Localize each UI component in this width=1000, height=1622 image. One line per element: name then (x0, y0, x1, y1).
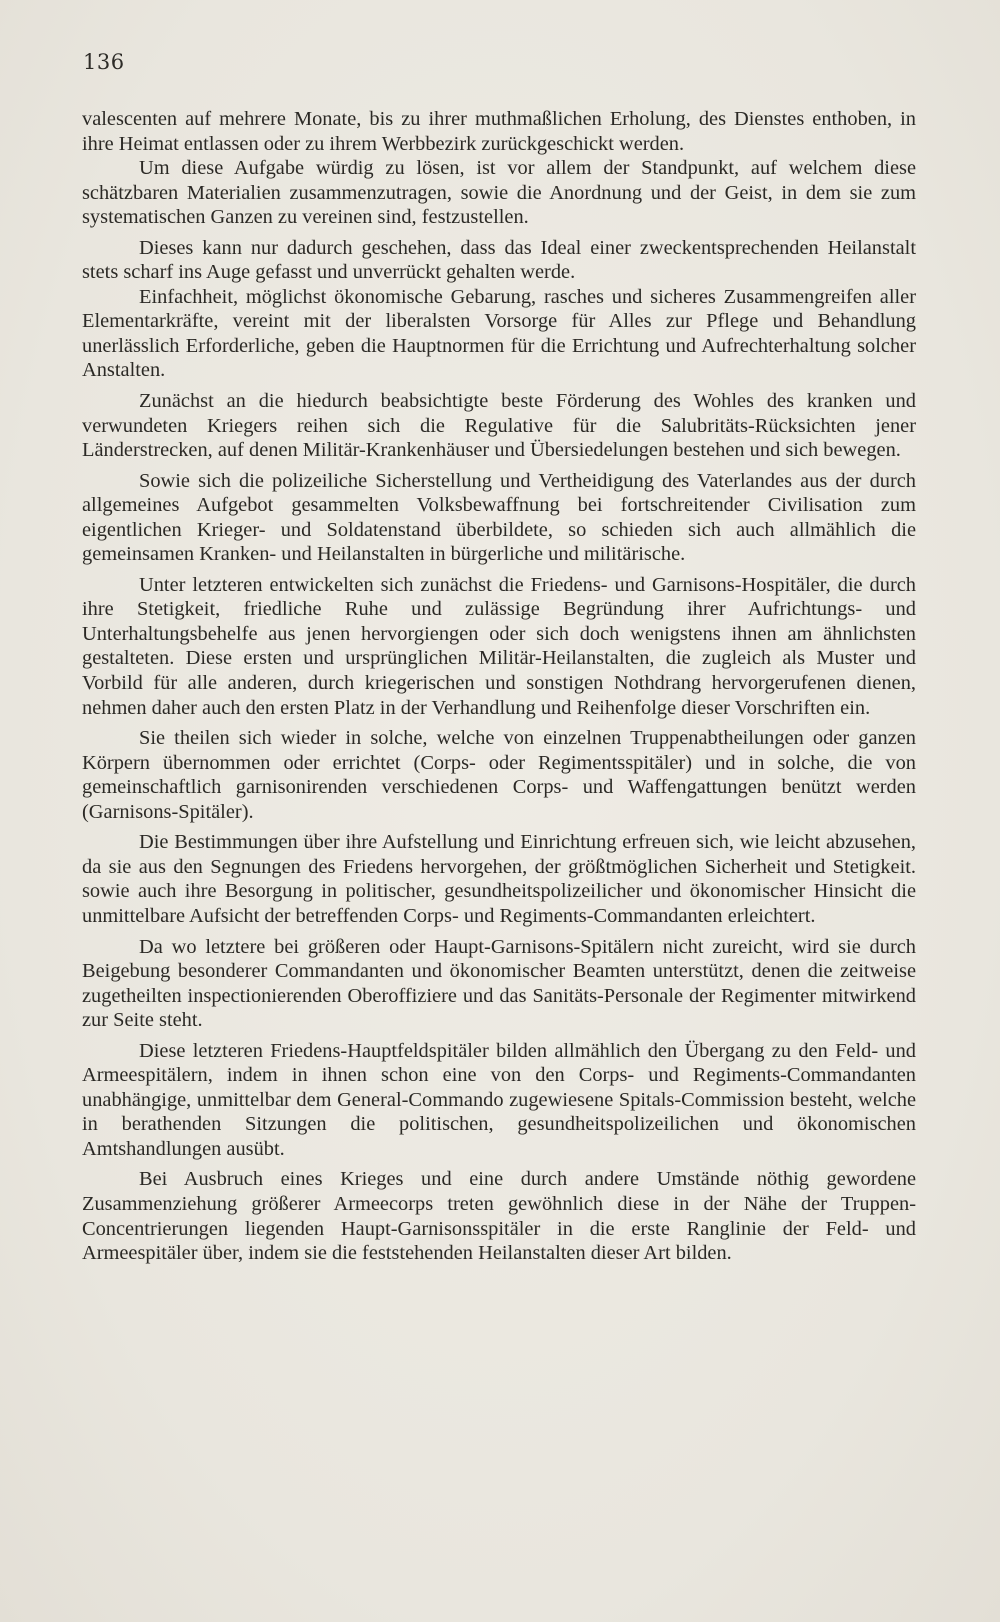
paragraph: Sowie sich die polizeiliche Sicherstellung und Vertheidigung des Vaterlandes aus der durch allgemeines Aufgebot gesammelten Volksbewaffnung bei fortschreitender Civilisation zum eigentlichen Krieger- und Soldatenstand überbildete, so schieden sich auch allmählich die gemeinsamen Kranken- und Heilanstalten in bürgerliche und militärische. (82, 469, 916, 566)
paragraph: Dieses kann nur dadurch geschehen, dass das Ideal einer zweckentsprechenden Heilanstalt stets scharf ins Auge gefasst und unverrückt gehalten werde. (82, 236, 916, 284)
body-text (82, 107, 916, 1266)
paragraph: Bei Ausbruch eines Krieges und eine durch andere Umstände nöthig gewordene Zusammenziehung größerer Armeecorps treten gewöhnlich diese in der Nähe der Truppen-Concentrierungen liegenden Haupt-Garnisonsspitäler in die erste Ranglinie der Feld- und Armeespitäler über, indem sie die feststehenden Heilanstalten dieser Art bilden. (82, 1168, 916, 1265)
paragraph-continuation: valescenten auf mehrere Monate, bis zu ihrer muthmaßlichen Erholung, des Dienstes enthoben, in ihre Heimat entlassen oder zu ihrem Werbbezirk zurückgeschickt werden. (82, 108, 916, 155)
paragraph: Unter letzteren entwickelten sich zunächst die Friedens- und Garnisons-Hospitäler, die durch ihre Stetigkeit, friedliche Ruhe und zulässige Begründung ihrer Aufrichtungs- und Unterhaltungsbehelfe aus jenen hervorgiengen oder sich doch wenigstens ihnen am ähnlichsten gestalteten. Diese ersten und ursprünglichen Militär-Heilanstalten, die zugleich als Muster und Vorbild für alle anderen, durch kriegerischen und sonstigen Nothdrang hervorgerufenen dienen, nehmen daher auch den ersten Platz in der Verhandlung und Reihenfolge dieser Vorschriften ein. (82, 573, 916, 719)
paragraph: Sie theilen sich wieder in solche, welche von einzelnen Truppenabtheilungen oder ganzen Körpern übernommen oder errichtet (Corps- oder Regimentsspitäler) und in solche, die von gemeinschaftlich garnisonirenden verschiedenen Corps- und Waffengattungen benützt werden (Garnisons-Spitäler). (82, 727, 916, 823)
paragraph: Die Bestimmungen über ihre Aufstellung und Einrichtung erfreuen sich, wie leicht abzusehen, da sie aus den Segnungen des Friedens hervorgehen, der größtmöglichen Sicherheit und Stetigkeit. sowie auch ihre Besorgung in politischer, gesundheitspolizeilicher und ökonomischer Hinsicht die unmittelbare Aufsicht der betreffenden Corps- und Regiments-Commandanten erleichtert. (82, 831, 916, 927)
paragraph: Einfachheit, möglichst ökonomische Gebarung, rasches und sicheres Zusammengreifen aller Elementarkräfte, vereint mit der liberalsten Vorsorge für Alles zur Pflege und Behandlung unerlässlich Erforderliche, geben die Hauptnormen für die Errichtung und Aufrechterhaltung solcher Anstalten. (82, 285, 916, 382)
page-number: 136 (83, 50, 125, 74)
paragraph: Diese letzteren Friedens-Hauptfeldspitäler bilden allmählich den Übergang zu den Feld- und Armeespitälern, indem in ihnen schon eine von den Corps- und Regiments-Commandanten unabhängige, unmittelbar dem General-Commando zugewiesene Spitals-Commission besteht, welche in berathenden Sitzungen die politischen, gesundheitspolizeilichen und ökonomischen Amtshandlungen ausübt. (82, 1039, 916, 1160)
paragraph: Da wo letztere bei größeren oder Haupt-Garnisons-Spitälern nicht zureicht, wird sie durch Beigebung besonderer Commandanten und ökonomischer Beamten unterstützt, denen die zeitweise zugetheilten inspectionierenden Oberoffiziere und das Sanitäts-Personale der Regimenter mitwirkend zur Seite steht. (82, 935, 916, 1032)
paragraph: Zunächst an die hiedurch beabsichtigte beste Förderung des Wohles des kranken und verwundeten Kriegers reihen sich die Regulative für die Salubritäts-Rücksichten jener Länderstrecken, auf denen Militär-Krankenhäuser und Übersiedelungen bestehen und sich bewegen. (82, 390, 916, 462)
paragraph: Um diese Aufgabe würdig zu lösen, ist vor allem der Standpunkt, auf welchem diese schätzbaren Materialien zusammenzutragen, sowie die Anordnung und der Geist, in dem sie zum systematischen Ganzen zu vereinen sind, festzustellen. (82, 157, 916, 229)
